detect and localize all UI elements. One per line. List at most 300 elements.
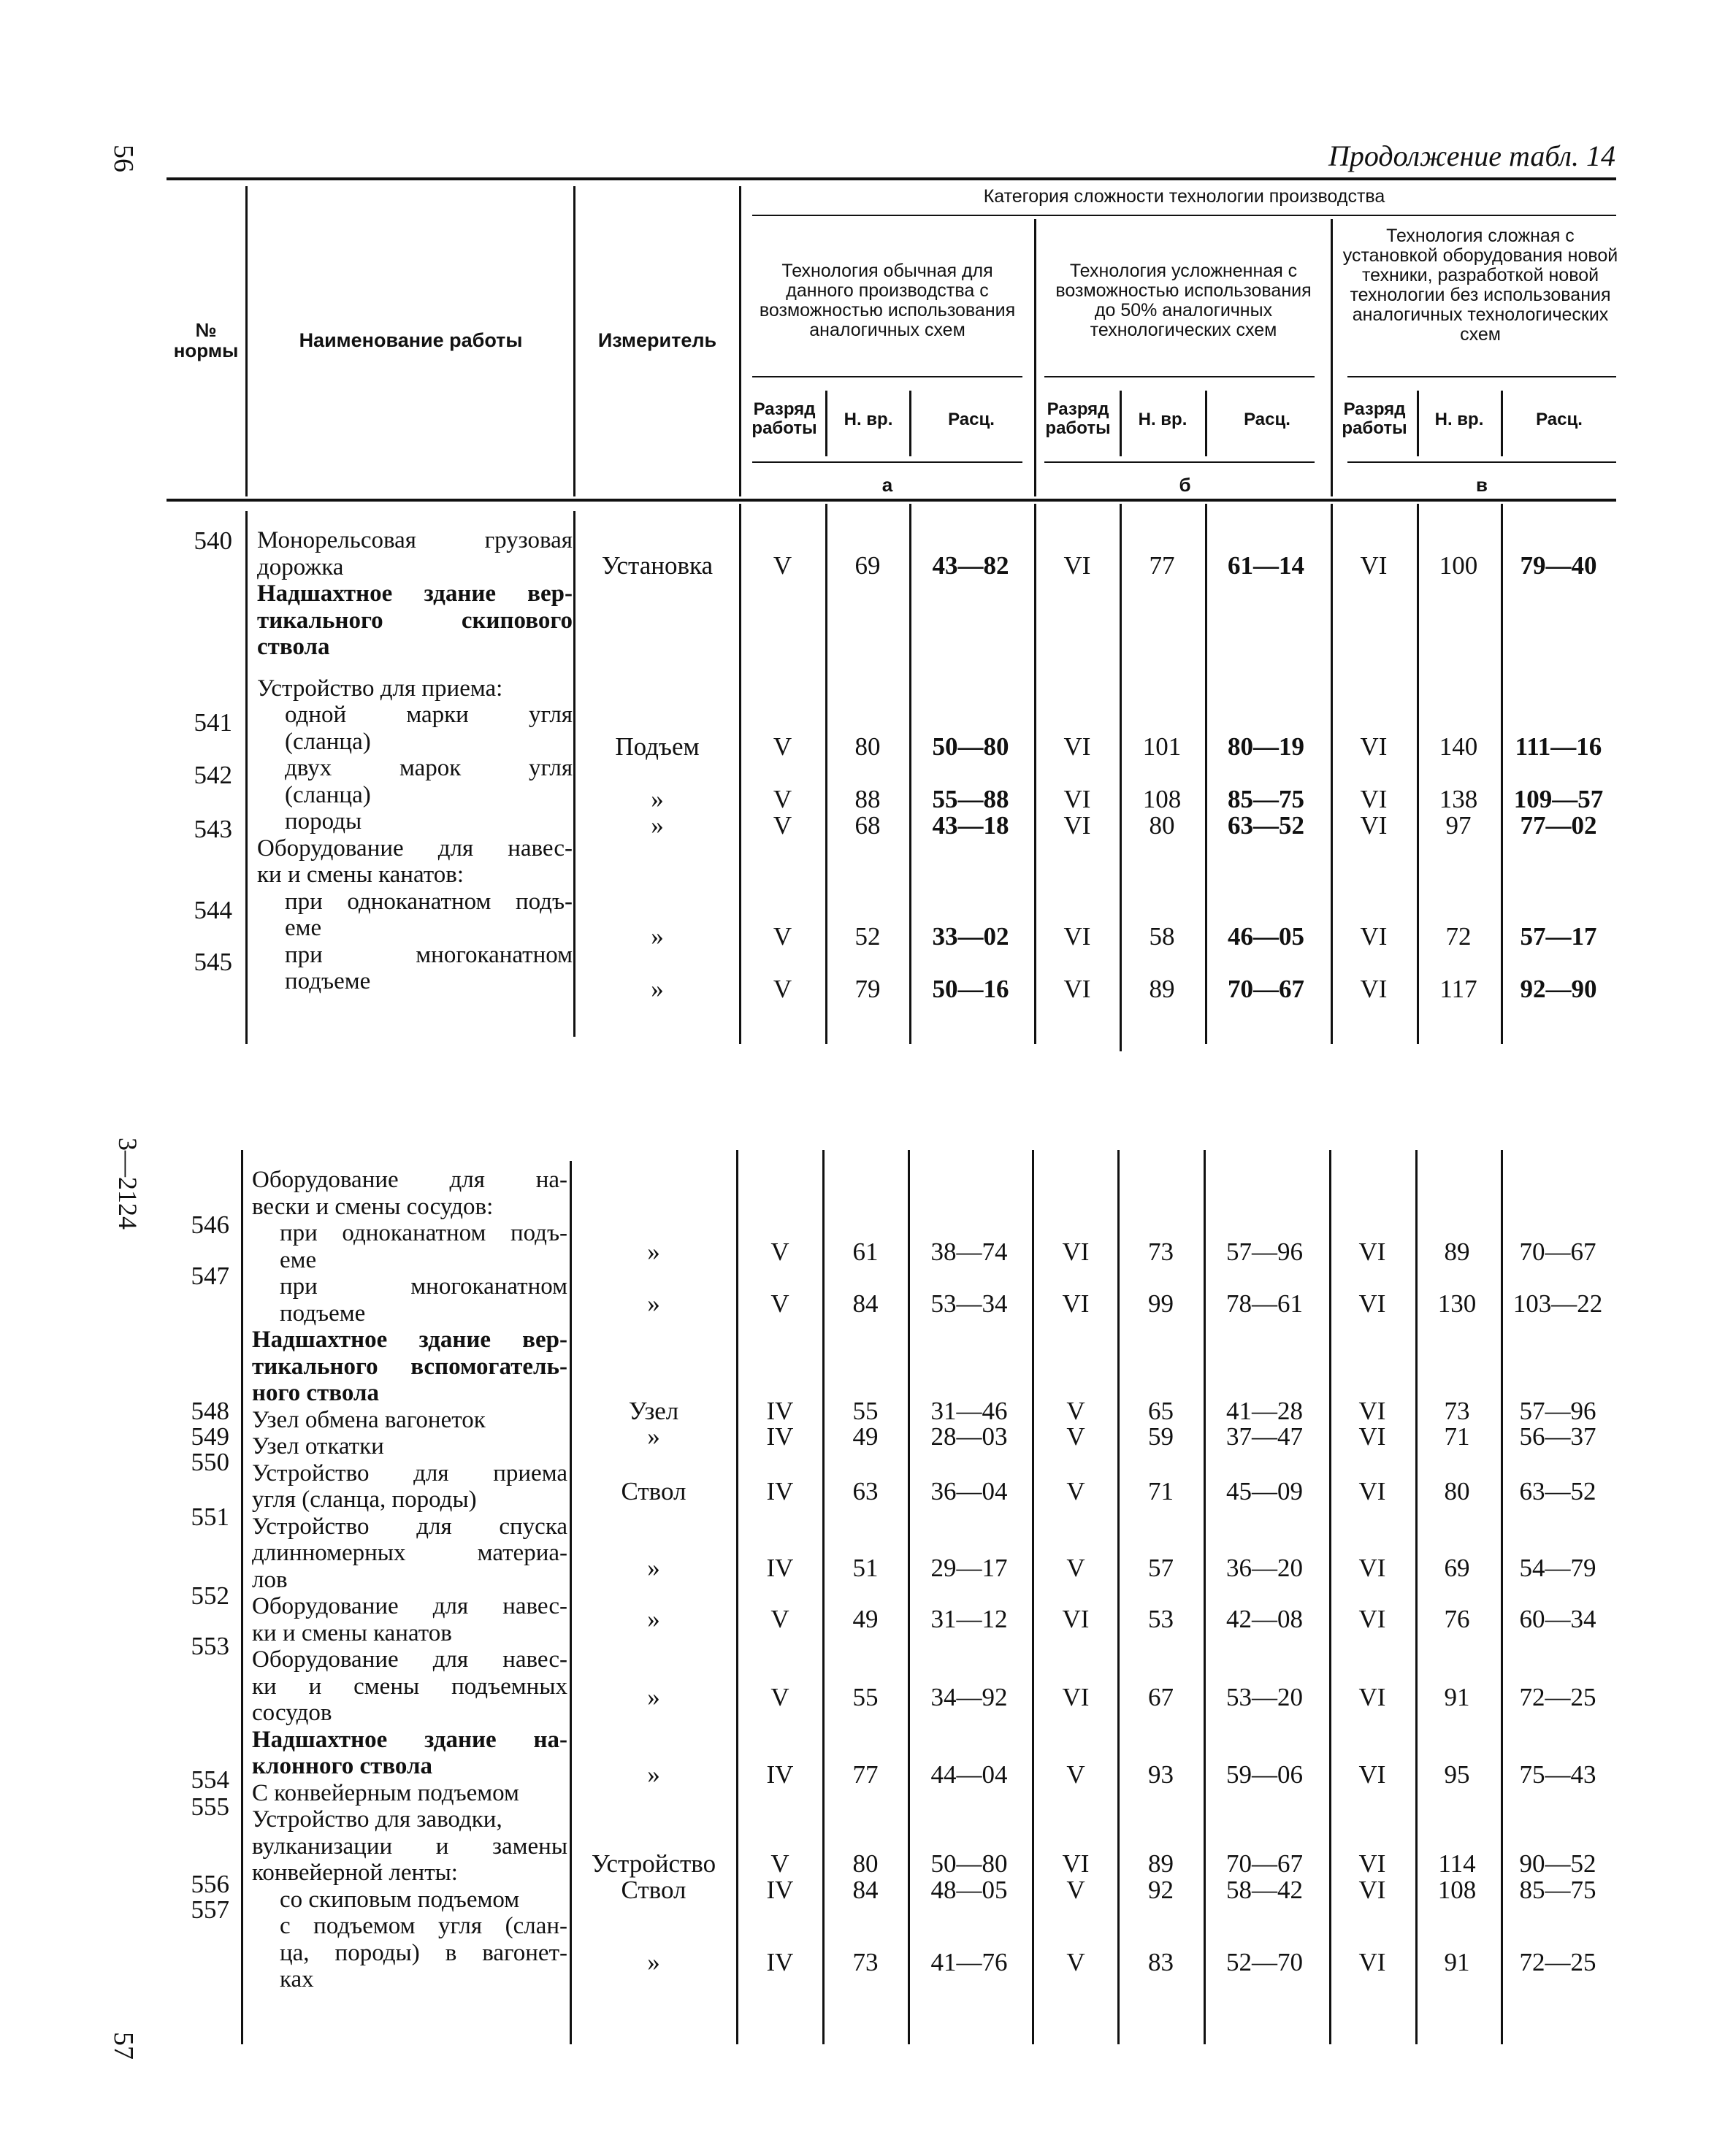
grade-cell: VI xyxy=(1360,551,1388,580)
unit-cell: Узел xyxy=(628,1397,679,1425)
header-group-b: Технология усложненная с возможностью использования до 50% аналогичных технологических схем xyxy=(1055,261,1312,340)
time-norm-cell: 95 xyxy=(1444,1760,1470,1789)
body-vline xyxy=(1331,504,1333,1044)
grade-cell: VI xyxy=(1063,922,1091,951)
unit-cell: Ствол xyxy=(621,1477,686,1505)
grade-cell: V xyxy=(1066,1948,1085,1976)
body-vline xyxy=(909,504,911,1044)
rate-cell: 38—74 xyxy=(930,1238,1008,1266)
norm-number: 548 xyxy=(191,1397,229,1425)
grade-cell: IV xyxy=(766,1397,794,1425)
rate-cell: 55—88 xyxy=(932,785,1009,813)
grade-cell: V xyxy=(770,1683,789,1711)
body-vline xyxy=(739,504,741,1044)
grade-cell: IV xyxy=(766,1554,794,1582)
signature-mark: 3—2124 xyxy=(113,1138,142,1229)
work-name-line: сосудов xyxy=(252,1700,332,1726)
work-name-line: Устройство для приема: xyxy=(257,675,503,702)
grade-cell: VI xyxy=(1358,1422,1386,1451)
time-norm-cell: 65 xyxy=(1148,1397,1174,1425)
time-norm-cell: 69 xyxy=(1444,1554,1470,1582)
work-name-line: Узел обмена вагонеток xyxy=(252,1406,486,1433)
time-norm-cell: 93 xyxy=(1148,1760,1174,1789)
time-norm-cell: 97 xyxy=(1445,811,1472,840)
work-name-line: вески и смены сосудов: xyxy=(252,1193,494,1220)
time-norm-cell: 58 xyxy=(1149,922,1175,951)
time-norm-cell: 71 xyxy=(1444,1422,1470,1451)
work-name-line: Оборудование для навес- xyxy=(252,1646,567,1673)
time-norm-cell: 80 xyxy=(1444,1477,1470,1505)
norm-number: 554 xyxy=(191,1765,229,1794)
body-vline xyxy=(1120,504,1122,1051)
rate-cell: 57—96 xyxy=(1226,1238,1303,1266)
subhdr-rate-b: Расц. xyxy=(1244,410,1290,429)
rate-cell: 31—46 xyxy=(930,1397,1008,1425)
subcol-rule-b xyxy=(1044,461,1315,463)
header-vline xyxy=(1205,391,1207,456)
rate-cell: 50—16 xyxy=(932,975,1009,1003)
time-norm-cell: 57 xyxy=(1148,1554,1174,1582)
work-name-line: ного ствола xyxy=(252,1380,379,1406)
time-norm-cell: 91 xyxy=(1444,1683,1470,1711)
unit-cell: » xyxy=(647,1289,660,1318)
work-name-line: Надшахтное здание вер- xyxy=(257,580,573,607)
subhdr-time-c: Н. вр. xyxy=(1434,410,1484,429)
body-vline xyxy=(825,504,827,1044)
work-name-line: при многоканатном xyxy=(280,1273,567,1300)
header-bottom-rule xyxy=(167,499,1616,502)
grade-cell: VI xyxy=(1062,1238,1090,1266)
rate-cell: 63—52 xyxy=(1519,1477,1596,1505)
grade-cell: V xyxy=(1066,1477,1085,1505)
norm-number: 550 xyxy=(191,1448,229,1476)
rate-cell: 54—79 xyxy=(1519,1554,1596,1582)
grade-cell: IV xyxy=(766,1477,794,1505)
time-norm-cell: 80 84 xyxy=(852,1849,879,1904)
grade-cell: V xyxy=(1066,1422,1085,1451)
unit-cell: » xyxy=(647,1683,660,1711)
grade-cell: VI xyxy=(1358,1554,1386,1582)
header-vline xyxy=(1120,391,1122,456)
work-name-line: (сланца) xyxy=(285,728,371,755)
work-name-line: Устройство для заводки, xyxy=(252,1806,502,1833)
time-norm-cell: 140 xyxy=(1439,732,1478,761)
rate-cell: 109—57 xyxy=(1513,785,1604,813)
work-name-line: Оборудование для на- xyxy=(252,1167,567,1193)
time-norm-cell: 138 xyxy=(1439,785,1478,813)
header-vline xyxy=(739,186,741,496)
rate-cell: 90—52 85—75 xyxy=(1519,1849,1596,1904)
grade-cell: VI xyxy=(1062,1605,1090,1633)
grade-cell: VI xyxy=(1358,1683,1386,1711)
grade-cell: V xyxy=(773,975,792,1003)
time-norm-cell: 77 xyxy=(1149,551,1175,580)
body-vline xyxy=(570,1161,572,2044)
grade-cell: VI xyxy=(1358,1760,1386,1789)
work-name-line: тикального вспомогатель- xyxy=(252,1353,567,1380)
work-name-line: ки и смены подъемных xyxy=(252,1673,567,1700)
body-vline xyxy=(573,511,575,1037)
header-norm-no: № нормы xyxy=(173,319,239,362)
time-norm-cell: 89 xyxy=(1444,1238,1470,1266)
body-vline xyxy=(245,511,248,1044)
subhdr-grade-b: Разряд работы xyxy=(1045,399,1111,438)
time-norm-cell: 79 xyxy=(854,975,881,1003)
unit-cell: » xyxy=(647,1760,660,1789)
norm-number: 542 xyxy=(194,761,232,789)
work-name-line: Устройство для спуска xyxy=(252,1513,567,1540)
work-name-line: ки и смены канатов: xyxy=(257,862,464,888)
rate-cell: 63—52 xyxy=(1228,811,1304,840)
header-category: Категория сложности технологии производства xyxy=(983,186,1385,207)
time-norm-cell: 71 xyxy=(1148,1477,1174,1505)
grade-cell: V xyxy=(1066,1554,1085,1582)
grade-cell: VI xyxy=(1358,1605,1386,1633)
grade-cell: V xyxy=(770,1238,789,1266)
unit-cell: » xyxy=(647,1554,660,1582)
work-names-bottom xyxy=(252,1167,567,1993)
norm-number: 551 xyxy=(191,1503,229,1531)
time-norm-cell: 59 xyxy=(1148,1422,1174,1451)
work-name-line: Узел откатки xyxy=(252,1433,384,1459)
work-name-line: конвейерной ленты: xyxy=(252,1860,458,1886)
time-norm-cell: 89 xyxy=(1149,975,1175,1003)
grade-cell: VI xyxy=(1358,1397,1386,1425)
page-number-bottom: 57 xyxy=(108,2032,139,2060)
norm-number: 553 xyxy=(191,1632,229,1660)
body-vline xyxy=(908,1150,910,2044)
time-norm-cell: 73 xyxy=(1148,1238,1174,1266)
group-rule-c xyxy=(1347,376,1616,377)
time-norm-cell: 114 108 xyxy=(1437,1849,1477,1904)
body-vline xyxy=(1034,504,1036,1044)
rate-cell: 44—04 xyxy=(930,1760,1008,1789)
group-letter-a: а xyxy=(881,474,893,496)
work-name-line: с подъемом угля (слан- xyxy=(280,1913,567,1939)
grade-cell: VI xyxy=(1062,1683,1090,1711)
rate-cell: 77—02 xyxy=(1520,811,1597,840)
work-name-line: длинномерных материа- xyxy=(252,1540,567,1566)
subhdr-grade-a: Разряд работы xyxy=(751,399,817,438)
norm-number: 545 xyxy=(194,948,232,976)
time-norm-cell: 88 xyxy=(854,785,881,813)
time-norm-cell: 76 xyxy=(1444,1605,1470,1633)
unit-cell: » xyxy=(647,1948,660,1976)
grade-cell: V xyxy=(1066,1760,1085,1789)
rate-cell: 31—12 xyxy=(930,1605,1008,1633)
work-name-line: двух марок угля xyxy=(285,755,573,781)
body-vline xyxy=(1329,1150,1331,2044)
grade-cell: V xyxy=(773,922,792,951)
body-vline xyxy=(1204,1150,1206,2044)
rate-cell: 111—16 xyxy=(1515,732,1602,761)
time-norm-cell: 51 xyxy=(852,1554,879,1582)
rate-cell: 57—96 xyxy=(1519,1397,1596,1425)
norm-number: 557 xyxy=(191,1895,229,1924)
body-vline xyxy=(1501,504,1503,1044)
rate-cell: 36—04 xyxy=(930,1477,1008,1505)
unit-cell: Подъем xyxy=(615,732,700,761)
time-norm-cell: 63 xyxy=(852,1477,879,1505)
grade-cell: V xyxy=(773,811,792,840)
page-number-top: 56 xyxy=(108,145,139,172)
header-group-c: Технология сложная с установкой оборудования новой техники, разработкой новой технологии без использования аналогичных технологических схем xyxy=(1342,226,1618,345)
rate-cell: 53—34 xyxy=(930,1289,1008,1318)
grade-cell: VI V xyxy=(1062,1849,1090,1904)
norm-number: 547 xyxy=(191,1262,229,1290)
time-norm-cell: 53 xyxy=(1148,1605,1174,1633)
header-unit: Измеритель xyxy=(597,329,717,351)
time-norm-cell: 84 xyxy=(852,1289,879,1318)
body-vline xyxy=(241,1150,243,2044)
unit-cell: » xyxy=(651,975,664,1003)
work-names-top xyxy=(257,527,573,995)
grade-cell: V xyxy=(773,551,792,580)
time-norm-cell: 101 xyxy=(1142,732,1182,761)
header-vline xyxy=(573,186,575,496)
unit-cell: » xyxy=(651,785,664,813)
time-norm-cell: 69 xyxy=(854,551,881,580)
work-name-line: С конвейерным подъемом xyxy=(252,1779,519,1806)
rate-cell: 43—18 xyxy=(932,811,1009,840)
norm-number: 549 xyxy=(191,1422,229,1451)
work-name-line: еме xyxy=(280,1246,317,1273)
rate-cell: 53—20 xyxy=(1226,1683,1303,1711)
grade-cell: VI xyxy=(1360,732,1388,761)
work-name-line: ках xyxy=(280,1966,314,1992)
work-name-line: угля (сланца, породы) xyxy=(252,1486,477,1513)
work-name-line: ствола xyxy=(257,634,330,660)
work-name-line: подъеме xyxy=(280,1300,366,1327)
rate-cell: 41—28 xyxy=(1226,1397,1303,1425)
rate-cell: 46—05 xyxy=(1228,922,1304,951)
grade-cell: V xyxy=(770,1605,789,1633)
grade-cell: VI xyxy=(1063,551,1091,580)
time-norm-cell: 89 92 xyxy=(1148,1849,1174,1904)
subcol-rule-c xyxy=(1347,461,1616,463)
rate-cell: 59—06 xyxy=(1226,1760,1303,1789)
header-vline xyxy=(245,186,248,496)
header-vline xyxy=(1501,391,1503,456)
rate-cell: 70—67 58—42 xyxy=(1226,1849,1303,1904)
rate-cell: 103—22 xyxy=(1512,1289,1603,1318)
time-norm-cell: 130 xyxy=(1437,1289,1477,1318)
rate-cell: 50—80 xyxy=(932,732,1009,761)
time-norm-cell: 61 xyxy=(852,1238,879,1266)
subhdr-time-a: Н. вр. xyxy=(844,410,893,429)
grade-cell: V xyxy=(770,1289,789,1318)
rate-cell: 37—47 xyxy=(1226,1422,1303,1451)
rate-cell: 43—82 xyxy=(932,551,1009,580)
norm-number: 540 xyxy=(194,526,232,555)
grade-cell: VI xyxy=(1062,1289,1090,1318)
grade-cell: V IV xyxy=(766,1849,794,1904)
work-name-line: Оборудование для навес- xyxy=(257,835,573,862)
header-vline xyxy=(1331,219,1333,496)
work-name-line: породы xyxy=(285,808,362,835)
rate-cell: 45—09 xyxy=(1226,1477,1303,1505)
subhdr-rate-c: Расц. xyxy=(1536,410,1583,429)
rate-cell: 33—02 xyxy=(932,922,1009,951)
unit-cell: » xyxy=(647,1238,660,1266)
body-vline xyxy=(1501,1150,1503,2044)
grade-cell: VI xyxy=(1358,1238,1386,1266)
work-name-line: Надшахтное здание вер- xyxy=(252,1327,567,1353)
unit-cell: Устройство Ствол xyxy=(591,1849,716,1904)
rate-cell: 56—37 xyxy=(1519,1422,1596,1451)
grade-cell: V xyxy=(1066,1397,1085,1425)
norm-number: 552 xyxy=(191,1581,229,1610)
header-vline xyxy=(1034,219,1036,496)
work-name-line: ки и смены канатов xyxy=(252,1619,452,1646)
time-norm-cell: 100 xyxy=(1439,551,1478,580)
grade-cell: VI xyxy=(1358,1477,1386,1505)
unit-cell: Установка xyxy=(601,551,714,580)
work-name-line: при одноканатном подъ- xyxy=(280,1220,567,1246)
work-name-line: Оборудование для навес- xyxy=(252,1593,567,1619)
rate-cell: 78—61 xyxy=(1226,1289,1303,1318)
body-vline xyxy=(1117,1150,1120,2044)
top-rule xyxy=(167,177,1616,180)
rate-cell: 28—03 xyxy=(930,1422,1008,1451)
grade-cell: V xyxy=(773,785,792,813)
subcol-rule-a xyxy=(752,461,1022,463)
rate-cell: 50—80 48—05 xyxy=(930,1849,1008,1904)
work-name-line: ца, породы) в вагонет- xyxy=(280,1939,567,1966)
time-norm-cell: 108 xyxy=(1142,785,1182,813)
norm-number: 544 xyxy=(194,896,232,924)
time-norm-cell: 49 xyxy=(852,1605,879,1633)
rate-cell: 75—43 xyxy=(1519,1760,1596,1789)
rate-cell: 70—67 xyxy=(1519,1238,1596,1266)
unit-cell: » xyxy=(647,1605,660,1633)
header-vline xyxy=(909,391,911,456)
time-norm-cell: 73 xyxy=(1444,1397,1470,1425)
grade-cell: V xyxy=(773,732,792,761)
rate-cell: 57—17 xyxy=(1520,922,1597,951)
time-norm-cell: 91 xyxy=(1444,1948,1470,1976)
category-rule xyxy=(752,215,1616,216)
norm-number: 556 xyxy=(191,1870,229,1898)
group-letter-b: б xyxy=(1179,474,1191,496)
work-name-line: со скиповым подъемом xyxy=(280,1886,520,1913)
grade-cell: VI xyxy=(1358,1948,1386,1976)
rate-cell: 36—20 xyxy=(1226,1554,1303,1582)
grade-cell: IV xyxy=(766,1760,794,1789)
rate-cell: 29—17 xyxy=(930,1554,1008,1582)
grade-cell: VI xyxy=(1063,811,1091,840)
group-rule-b xyxy=(1044,376,1315,377)
rate-cell: 80—19 xyxy=(1228,732,1304,761)
body-vline xyxy=(822,1150,825,2044)
norm-number: 546 xyxy=(191,1211,229,1239)
unit-cell: » xyxy=(647,1422,660,1451)
work-name-line: тикального скипового xyxy=(257,607,573,634)
body-vline xyxy=(1417,504,1419,1044)
time-norm-cell: 52 xyxy=(854,922,881,951)
time-norm-cell: 117 xyxy=(1439,975,1477,1003)
grade-cell: VI xyxy=(1360,811,1388,840)
rate-cell: 34—92 xyxy=(930,1683,1008,1711)
header-group-a: Технология обычная для данного производства с возможностью использования аналогичных схем xyxy=(759,261,1016,340)
work-name-line: клонного ствола xyxy=(252,1753,433,1779)
rate-cell: 52—70 xyxy=(1226,1948,1303,1976)
rate-cell: 61—14 xyxy=(1228,551,1304,580)
grade-cell: VI xyxy=(1358,1289,1386,1318)
time-norm-cell: 77 xyxy=(852,1760,879,1789)
rate-cell: 79—40 xyxy=(1520,551,1597,580)
time-norm-cell: 68 xyxy=(854,811,881,840)
work-name-line: вулканизации и замены xyxy=(252,1833,567,1860)
work-name-line: (сланца) xyxy=(285,781,371,808)
rate-cell: 85—75 xyxy=(1228,785,1304,813)
work-name-line: при одноканатном подъ- xyxy=(285,888,573,915)
time-norm-cell: 67 xyxy=(1148,1683,1174,1711)
work-name-line: одной марки угля xyxy=(285,702,573,728)
grade-cell: IV xyxy=(766,1422,794,1451)
work-name-line: подъеме xyxy=(285,968,371,994)
work-name-line: лов xyxy=(252,1566,288,1593)
time-norm-cell: 49 xyxy=(852,1422,879,1451)
rate-cell: 70—67 xyxy=(1228,975,1304,1003)
work-name-line: Устройство для приема xyxy=(252,1459,567,1486)
grade-cell: VI xyxy=(1063,975,1091,1003)
unit-cell: » xyxy=(651,811,664,840)
body-vline xyxy=(1032,1150,1034,2044)
grade-cell: VI xyxy=(1360,922,1388,951)
work-name-line: Монорельсовая грузовая xyxy=(257,527,573,553)
group-letter-c: в xyxy=(1476,474,1488,496)
subhdr-time-b: Н. вр. xyxy=(1138,410,1187,429)
subhdr-rate-a: Расц. xyxy=(948,410,995,429)
norm-number: 555 xyxy=(191,1792,229,1821)
grade-cell: VI VI xyxy=(1358,1849,1386,1904)
body-vline xyxy=(1415,1150,1418,2044)
norm-number: 541 xyxy=(194,708,232,737)
header-vline xyxy=(825,391,827,456)
time-norm-cell: 55 xyxy=(852,1683,879,1711)
work-name-line: при многоканатном xyxy=(285,941,573,968)
table-caption: Продолжение табл. 14 xyxy=(1328,139,1615,172)
grade-cell: VI xyxy=(1063,732,1091,761)
header-work-name: Наименование работы xyxy=(299,329,523,351)
grade-cell: VI xyxy=(1063,785,1091,813)
work-name-line: Надшахтное здание на- xyxy=(252,1726,567,1753)
time-norm-cell: 72 xyxy=(1445,922,1472,951)
work-name-line: еме xyxy=(285,915,322,941)
grade-cell: VI xyxy=(1360,975,1388,1003)
time-norm-cell: 80 xyxy=(1149,811,1175,840)
body-vline xyxy=(736,1150,738,2044)
norm-number: 543 xyxy=(194,815,232,843)
time-norm-cell: 99 xyxy=(1148,1289,1174,1318)
time-norm-cell: 80 xyxy=(854,732,881,761)
body-vline xyxy=(1205,504,1207,1044)
time-norm-cell: 73 xyxy=(852,1948,879,1976)
subhdr-grade-c: Разряд работы xyxy=(1342,399,1407,438)
rate-cell: 60—34 xyxy=(1519,1605,1596,1633)
work-name-line: дорожка xyxy=(257,553,344,580)
rate-cell: 41—76 xyxy=(930,1948,1008,1976)
grade-cell: VI xyxy=(1360,785,1388,813)
grade-cell: IV xyxy=(766,1948,794,1976)
rate-cell: 72—25 xyxy=(1519,1683,1596,1711)
group-rule-a xyxy=(752,376,1022,377)
rate-cell: 92—90 xyxy=(1520,975,1597,1003)
time-norm-cell: 83 xyxy=(1148,1948,1174,1976)
unit-cell: » xyxy=(651,922,664,951)
rate-cell: 72—25 xyxy=(1519,1948,1596,1976)
